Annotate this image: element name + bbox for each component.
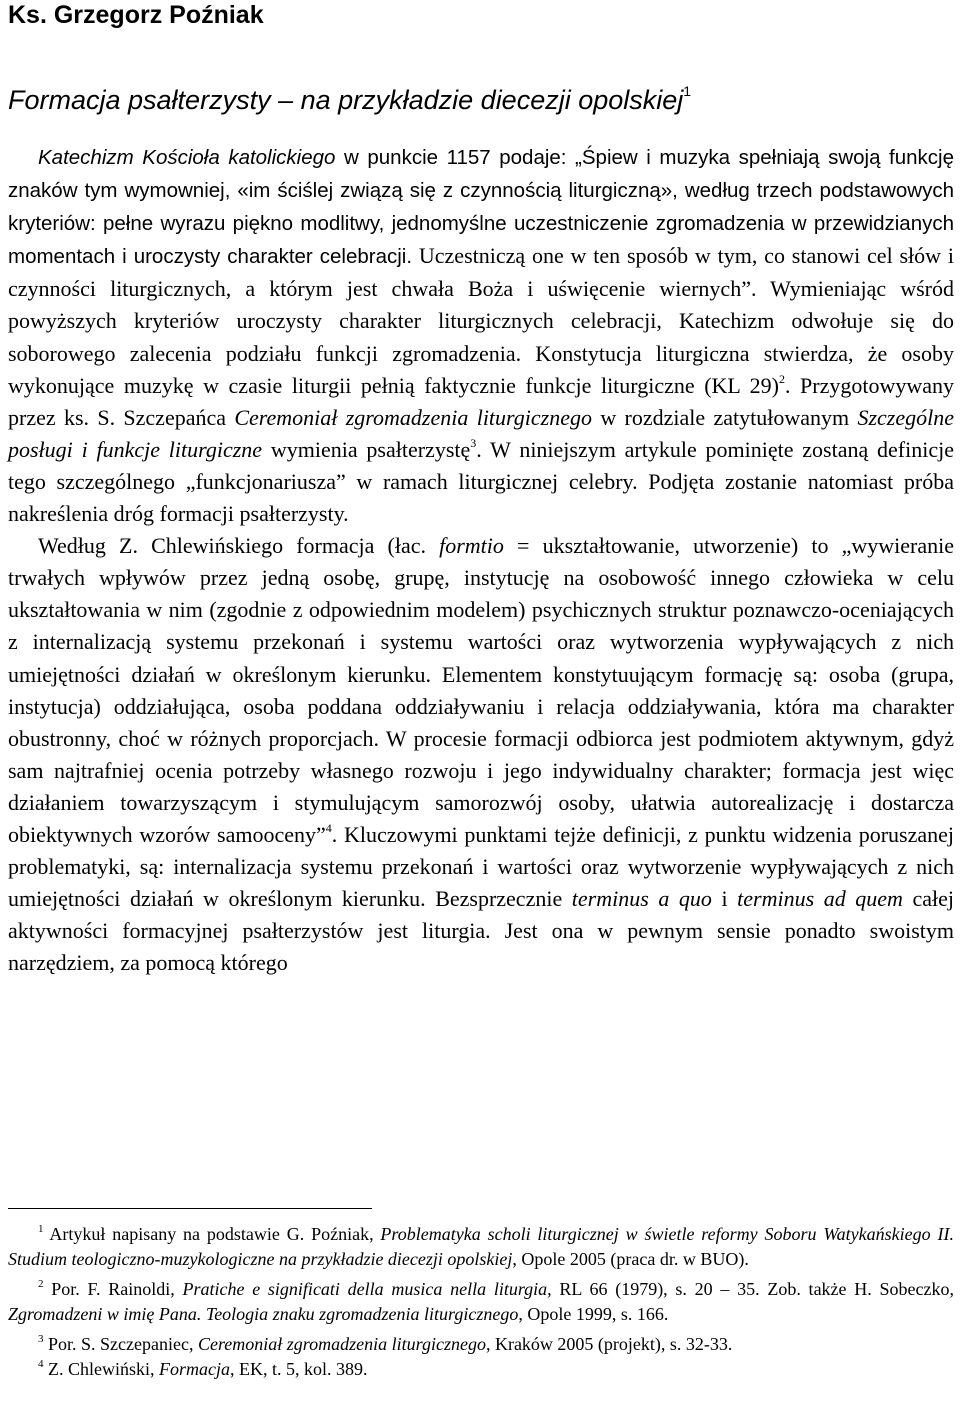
footnote-ref-4[interactable]: 4 [325, 820, 332, 835]
p2-text-d: . Kluczowymi punktami tejże definicji, z punktu widzenia poruszanej problematyki, są: internalizacja systemu przekonań i wartości oraz wytworzenie wypływających z nich umiejętności działań w określonym kierunku. Bezsprzecznie [8, 821, 954, 912]
latin-term-formtio: formtio [439, 533, 504, 559]
footnote-1 [8, 1222, 954, 1271]
footnote-separator [8, 1208, 372, 1209]
footnote-number: 2 [38, 1278, 44, 1291]
footnote-2 [8, 1277, 954, 1326]
footnote-text: , EK, t. 5, kol. 389. [230, 1358, 368, 1379]
p1-s3-text-4: . W niniejszym artykule pominięte zostaną definicje tego szczególnego „funkcjonariusza” w ramach liturgicznej celebry. Podjęta zostanie natomiast próba nakreślenia dróg formacji psałterzysty. [8, 436, 954, 527]
footnote-3 [8, 1332, 954, 1357]
p1-s1-text: w punkcie 1157 podaje: „Śpiew i muzyka spełniają swoją funkcję znaków tym wymowniej, «im ściślej związą się z czynnością liturgiczną», według trzech podstawowych kryteriów: pełne wyrazu piękno modlitwy, jednomyślne uczestniczenie zgromadzenia w przewidzianych momentach i uroczysty charakter celebracji. [8, 146, 954, 269]
footnote-italic: Formacja [159, 1358, 230, 1379]
latin-term-a-quo: terminus a quo [571, 886, 712, 912]
p1-s2-text: Uczestniczą one w ten sposób w tym, co stanowi cel słów i czynności liturgicznych, a którym jest chwała Boża i uświęcenie wiernych”. Wymieniając wśród powyższych kryteriów uroczysty charakter liturgicznych celebracji, Katechizm odwołuje się do soborowego zalecenia podziału funkcji zgromadzenia. Konstytucja liturgiczna stwierdza, że osoby wykonujące muzykę w czasie liturgii pełnią faktycznie funkcje liturgiczne (KL 29) [8, 243, 954, 398]
p1-s3-text-3: wymienia psałterzystę [262, 436, 471, 462]
author-name: Ks. Grzegorz Poźniak [8, 1, 264, 29]
p2-text-c: = ukształtowanie, utworzenie) to „wywieranie trwałych wpływów przez jedną osobę, grupę, instytucję na osobowość innego człowieka w celu ukształtowania w nim (zgodnie z odpowiednim modelem) psychicznych struktur poznawczo-oceniających z internalizacją systemu przekonań i systemu wartości oraz wytworzenia wypływających z nich umiejętności działań w określonym kierunku. Elementem konstytuującym formację są: osoba (grupa, instytucja) oddziałująca, osoba poddana oddziaływaniu i relacja oddziaływania, która ma charakter obustronny, choć w różnych proporcjach. W procesie formacji odbiorca jest podmiotem aktywnym, gdyż sam najtrafniej ocenia potrzeby własnego rozwoju i jego indywidualny charakter; formacja jest więc działaniem towarzyszącym i stymulującym samorozwój osoby, ułatwia autorealizację i dostarcza obiektywnych wzorów samooceny” [8, 533, 955, 847]
footnote-italic: Problematyka scholi liturgicznej w świetle reformy Soboru Watykańskiego II. Studium teologiczno-muzykologiczne na przykładzie diecezji opolskiej [8, 1224, 954, 1269]
footnote-text: , Kraków 2005 (projekt), s. 32-33. [485, 1334, 733, 1355]
p2-text-a: Według Z. Chlewińskiego formacja (łac. [38, 533, 440, 559]
article-body [8, 141, 954, 979]
p1-s3-text: . Przygotowywany przez ks. S. Szczepańca [8, 372, 954, 430]
chapter-title: Szczególne posługi i funkcje liturgiczne [8, 404, 954, 462]
document-page [8, 0, 955, 1379]
footnote-italic: Zgromadzeni w imię Pana. Teologia znaku zgromadzenia liturgicznego [8, 1303, 519, 1324]
footnote-text: Artykuł napisany na podstawie G. Poźniak, [43, 1224, 381, 1244]
article-title [8, 74, 954, 117]
p2-text-f: i [711, 886, 738, 912]
footnote-text: RL 66 (1979), s. 20 – 35. Zob. także H. Sobeczko, [551, 1279, 954, 1300]
footnote-text: Por. F. Rainoldi, [43, 1279, 183, 1300]
p2-text-h: całej aktywności formacyjnej psałterzystów jest liturgia. Jest ona w pewnym sensie ponadto swoistym narzędziem, za pomocą którego [8, 886, 954, 976]
footnote-ref-2[interactable]: 2 [778, 371, 785, 386]
footnote-text: Z. Chlewiński, [43, 1358, 159, 1379]
footnote-italic: Ceremoniał zgromadzenia liturgicznego [197, 1334, 486, 1355]
footnote-number: 4 [38, 1357, 44, 1370]
footnote-ref-3[interactable]: 3 [470, 435, 477, 450]
p1-s3-text-2: w rozdziale zatytułowanym [592, 404, 858, 430]
paragraph-2 [8, 530, 954, 979]
ceremonial-title: Ceremoniał zgromadzenia liturgicznego [234, 404, 592, 430]
paragraph-1 [8, 141, 954, 530]
latin-term-ad-quem: terminus ad quem [737, 886, 903, 912]
footnote-number: 3 [38, 1333, 44, 1346]
footnote-italic: Pratiche e significati della musica nella liturgia, [182, 1279, 552, 1300]
catechism-title: Katechizm Kościoła katolickiego [38, 146, 336, 169]
article-title-text: Formacja psałterzysty – na przykładzie diecezji opolskiej [8, 85, 684, 115]
footnote-ref-1[interactable]: 1 [683, 83, 692, 99]
footnotes [8, 1222, 954, 1382]
footnote-text: , Opole 2005 (praca dr. w BUO). [512, 1248, 749, 1269]
footnote-text: , Opole 1999, s. 166. [518, 1303, 669, 1324]
footnote-4 [8, 1357, 954, 1382]
footnote-text: Por. S. Szczepaniec, [43, 1334, 198, 1355]
footnote-number: 1 [38, 1223, 44, 1235]
